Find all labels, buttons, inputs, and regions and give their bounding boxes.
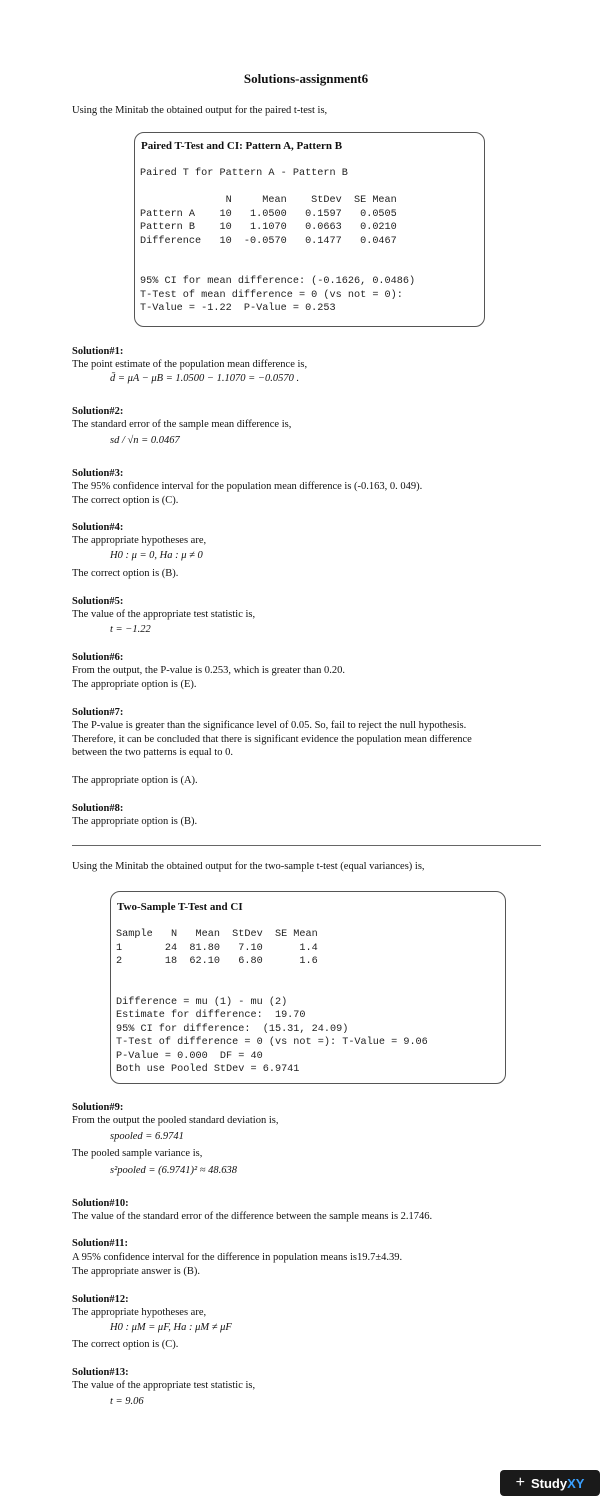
solution-2-heading: Solution#2: bbox=[72, 406, 124, 417]
paired-output-line: T-Value = -1.22 P-Value = 0.253 bbox=[140, 303, 336, 314]
solution-5-text: The value of the appropriate test statistic is, bbox=[72, 609, 256, 620]
paired-output-box bbox=[134, 132, 485, 327]
solution-9-text-2: The pooled sample variance is, bbox=[72, 1148, 203, 1159]
plus-icon: + bbox=[515, 1474, 525, 1491]
solution-12-heading: Solution#12: bbox=[72, 1294, 129, 1305]
two-sample-output-line: Both use Pooled StDev = 6.9741 bbox=[116, 1064, 300, 1075]
two-sample-output-line: 2 18 62.10 6.80 1.6 bbox=[116, 956, 318, 967]
two-sample-output-lines bbox=[116, 928, 428, 1077]
solution-12-answer: The correct option is (C). bbox=[72, 1339, 179, 1350]
solution-9-math-2: s²pooled = (6.9741)² ≈ 48.638 bbox=[110, 1165, 238, 1176]
solution-13-text: The value of the appropriate test statistic is, bbox=[72, 1380, 256, 1391]
solution-8-heading: Solution#8: bbox=[72, 803, 124, 814]
paired-output-lines bbox=[140, 167, 415, 316]
solution-4-text: The appropriate hypotheses are, bbox=[72, 535, 207, 546]
two-sample-output-line: T-Test of difference = 0 (vs not =): T-Value = 9.06 bbox=[116, 1037, 428, 1048]
page-title: Solutions-assignment6 bbox=[243, 71, 369, 86]
two-sample-output-line: 1 24 81.80 7.10 1.4 bbox=[116, 942, 318, 954]
solution-4-answer: The correct option is (B). bbox=[72, 568, 179, 579]
two-sample-output-line: Sample N Mean StDev SE Mean bbox=[116, 929, 318, 940]
solution-5-math: t = −1.22 bbox=[110, 624, 151, 635]
solution-6-heading: Solution#6: bbox=[72, 652, 124, 663]
solution-1-math: d̄ = μA − μB = 1.0500 − 1.1070 = −0.0570 . bbox=[110, 373, 300, 384]
badge-accent: XY bbox=[567, 1475, 585, 1491]
intro-paired: Using the Minitab the obtained output for the paired t-test is, bbox=[72, 105, 328, 116]
solution-7-text-1: The P-value is greater than the significance level of 0.05. So, fail to reject the null hypothesis. bbox=[72, 720, 467, 731]
solution-11-answer: The appropriate answer is (B). bbox=[72, 1266, 200, 1277]
paired-output-line: Paired T for Pattern A - Pattern B bbox=[140, 168, 348, 179]
two-sample-output-line: 95% CI for difference: (15.31, 24.09) bbox=[116, 1023, 349, 1035]
solution-7-text-3: between the two patterns is equal to 0. bbox=[72, 747, 233, 758]
solution-4-math: H0 : μ = 0, Ha : μ ≠ 0 bbox=[110, 550, 203, 561]
paired-output-line: Pattern A 10 1.0500 0.1597 0.0505 bbox=[140, 208, 397, 220]
solution-8-answer: The appropriate option is (B). bbox=[72, 816, 198, 827]
section-divider bbox=[72, 845, 541, 846]
solution-3-heading: Solution#3: bbox=[72, 468, 124, 479]
two-sample-output-line: Estimate for difference: 19.70 bbox=[116, 1010, 306, 1021]
solution-3-text: The 95% confidence interval for the population mean difference is (-0.163, 0. 049). bbox=[72, 481, 423, 492]
solution-11-heading: Solution#11: bbox=[72, 1238, 129, 1249]
solution-12-math: H0 : μM = μF, Ha : μM ≠ μF bbox=[110, 1322, 232, 1333]
intro-two-sample: Using the Minitab the obtained output for the two-sample t-test (equal variances) is, bbox=[72, 861, 425, 872]
two-sample-output-heading: Two-Sample T-Test and CI bbox=[117, 901, 243, 913]
paired-output-line: T-Test of mean difference = 0 (vs not = 0): bbox=[140, 289, 403, 301]
solution-9-text: From the output the pooled standard deviation is, bbox=[72, 1115, 279, 1126]
solution-3-answer: The correct option is (C). bbox=[72, 495, 179, 506]
solution-9-heading: Solution#9: bbox=[72, 1102, 124, 1113]
solution-5-heading: Solution#5: bbox=[72, 596, 124, 607]
solution-11-text: A 95% confidence interval for the difference in population means is19.7±4.39. bbox=[72, 1252, 403, 1263]
paired-output-heading: Paired T-Test and CI: Pattern A, Pattern B bbox=[141, 140, 343, 152]
solution-1-heading: Solution#1: bbox=[72, 346, 124, 357]
two-sample-output-line bbox=[116, 969, 428, 983]
solution-12-text: The appropriate hypotheses are, bbox=[72, 1307, 207, 1318]
paired-output-line bbox=[140, 181, 415, 195]
two-sample-output-line: P-Value = 0.000 DF = 40 bbox=[116, 1050, 263, 1062]
solution-2-text: The standard error of the sample mean difference is, bbox=[72, 419, 292, 430]
solution-1-text: The point estimate of the population mean difference is, bbox=[72, 359, 308, 370]
solution-7-answer: The appropriate option is (A). bbox=[72, 775, 198, 786]
solution-10-heading: Solution#10: bbox=[72, 1198, 129, 1209]
paired-output-line bbox=[140, 262, 415, 276]
solution-7-text-2: Therefore, it can be concluded that there is significant evidence the population mean difference bbox=[72, 734, 472, 745]
two-sample-output-line: Difference = mu (1) - mu (2) bbox=[116, 996, 288, 1008]
paired-output-line: Pattern B 10 1.1070 0.0663 0.0210 bbox=[140, 222, 397, 233]
solution-6-answer: The appropriate option is (E). bbox=[72, 679, 197, 690]
solution-6-text: From the output, the P-value is 0.253, which is greater than 0.20. bbox=[72, 665, 345, 676]
badge-label: Study bbox=[530, 1475, 568, 1491]
solution-2-math: sd / √n = 0.0467 bbox=[110, 435, 180, 446]
paired-output-line bbox=[140, 248, 415, 262]
solution-13-math: t = 9.06 bbox=[110, 1396, 144, 1407]
paired-output-line: 95% CI for mean difference: (-0.1626, 0.0486) bbox=[140, 276, 416, 287]
solution-4-heading: Solution#4: bbox=[72, 522, 124, 533]
solution-9-math: spooled = 6.9741 bbox=[110, 1131, 184, 1142]
studyxy-badge[interactable] bbox=[500, 1470, 600, 1496]
two-sample-output-box bbox=[110, 891, 506, 1084]
solution-13-heading: Solution#13: bbox=[72, 1367, 129, 1378]
paired-output-line: Difference 10 -0.0570 0.1477 0.0467 bbox=[140, 235, 397, 247]
solution-10-text: The value of the standard error of the difference between the sample means is 2.1746. bbox=[72, 1211, 433, 1222]
paired-output-line: N Mean StDev SE Mean bbox=[140, 195, 397, 206]
solution-7-heading: Solution#7: bbox=[72, 707, 124, 718]
two-sample-output-line bbox=[116, 982, 428, 996]
